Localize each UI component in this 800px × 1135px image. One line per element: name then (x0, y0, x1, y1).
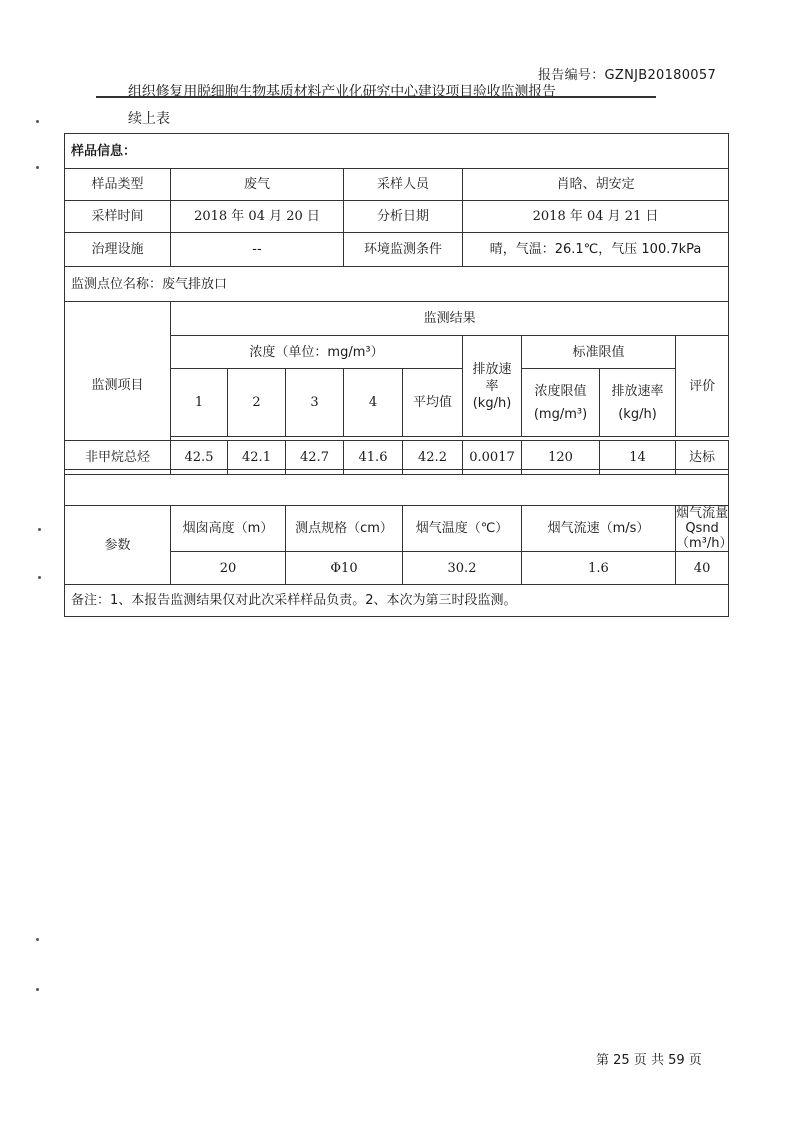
header-line: 率 (485, 378, 499, 394)
concentration-3: 42.7 (286, 441, 344, 475)
document-title: 组织修复用脱细胞生物基质材料产业化研究中心建设项目验收监测报告 (128, 84, 556, 100)
cell-label: 环境监测条件 (344, 233, 463, 267)
results-header: 监测结果 (171, 302, 729, 336)
page-number: 第 25 页 共 59 页 (596, 1053, 702, 1068)
param-header: 烟气流速（m/s） (522, 506, 676, 552)
param-value: 40 (676, 552, 729, 585)
sample-info-label: 样品信息： (65, 134, 729, 169)
scan-mark (36, 938, 39, 941)
column-header: 1 (171, 369, 228, 437)
item-header: 监测项目 (65, 302, 171, 470)
concentration-4: 41.6 (344, 441, 403, 475)
header-line: 排放速率 (611, 383, 664, 399)
column-header: 平均值 (403, 369, 463, 437)
cell-value: -- (171, 233, 344, 267)
scan-mark (36, 166, 39, 169)
concentration-header: 浓度（单位：mg/m³） (171, 336, 463, 369)
param-value: 30.2 (403, 552, 522, 585)
param-header-flow (676, 506, 733, 552)
column-header: 4 (344, 369, 403, 437)
continued-label: 续上表 (128, 111, 170, 127)
header-line: (kg/h) (618, 406, 657, 422)
header-line: 烟气流量 Qsnd (676, 506, 729, 536)
remark: 备注：1、本报告监测结果仅对此次采样样品负责。2、本次为第三时段监测。 (65, 585, 729, 617)
header-line: (mg/m³) (533, 406, 588, 422)
cell-label: 样品类型 (65, 169, 171, 201)
cell-label: 采样人员 (344, 169, 463, 201)
monitoring-report-table (64, 133, 733, 617)
header-line: (kg/h) (472, 395, 512, 411)
standard-limit-header: 标准限值 (522, 336, 676, 369)
header-line: 排放速 (472, 361, 512, 377)
scan-mark (38, 576, 41, 579)
column-header: 3 (286, 369, 344, 437)
cell-label: 采样时间 (65, 201, 171, 233)
param-value: Φ10 (286, 552, 403, 585)
params-label: 参数 (65, 506, 171, 585)
report-number: 报告编号：GZNJB20180057 (538, 68, 717, 83)
cell-label: 治理设施 (65, 233, 171, 267)
emission-rate-header (463, 336, 522, 437)
result-row (65, 441, 729, 475)
cell-value: 2018 年 04 月 21 日 (463, 201, 729, 233)
cell-value: 肖晗、胡安定 (463, 169, 729, 201)
rate-limit: 14 (600, 441, 676, 475)
sample-info-row (65, 201, 729, 233)
concentration-average: 42.2 (403, 441, 463, 475)
scan-mark (36, 988, 39, 991)
monitoring-point-name: 监测点位名称：废气排放口 (65, 267, 729, 302)
param-value: 20 (171, 552, 286, 585)
emission-rate: 0.0017 (463, 441, 522, 475)
cell-value: 晴，气温：26.1℃，气压 100.7kPa (463, 233, 729, 267)
concentration-2: 42.1 (228, 441, 286, 475)
column-header: 2 (228, 369, 286, 437)
param-header: 烟气温度（℃） (403, 506, 522, 552)
cell-value: 废气 (171, 169, 344, 201)
evaluation-result: 达标 (676, 441, 729, 475)
cell-value: 2018 年 04 月 20 日 (171, 201, 344, 233)
scan-mark (38, 528, 41, 531)
scan-mark (36, 120, 39, 123)
evaluation-header: 评价 (676, 336, 729, 437)
concentration-1: 42.5 (171, 441, 228, 475)
param-header: 烟囱高度（m） (171, 506, 286, 552)
sample-info-row (65, 233, 729, 267)
concentration-limit-header (522, 369, 600, 437)
rate-limit-header (600, 369, 676, 437)
pollutant-name: 非甲烷总烃 (65, 441, 171, 475)
header-line: 浓度限值 (534, 383, 587, 399)
param-header: 测点规格（cm） (286, 506, 403, 552)
cell-label: 分析日期 (344, 201, 463, 233)
result-data-table (64, 440, 729, 475)
header-rule (96, 96, 656, 98)
concentration-limit: 120 (522, 441, 600, 475)
header-line: （m³/h） (676, 536, 733, 551)
param-value: 1.6 (522, 552, 676, 585)
sample-info-row (65, 169, 729, 201)
params-header-row (65, 506, 729, 552)
